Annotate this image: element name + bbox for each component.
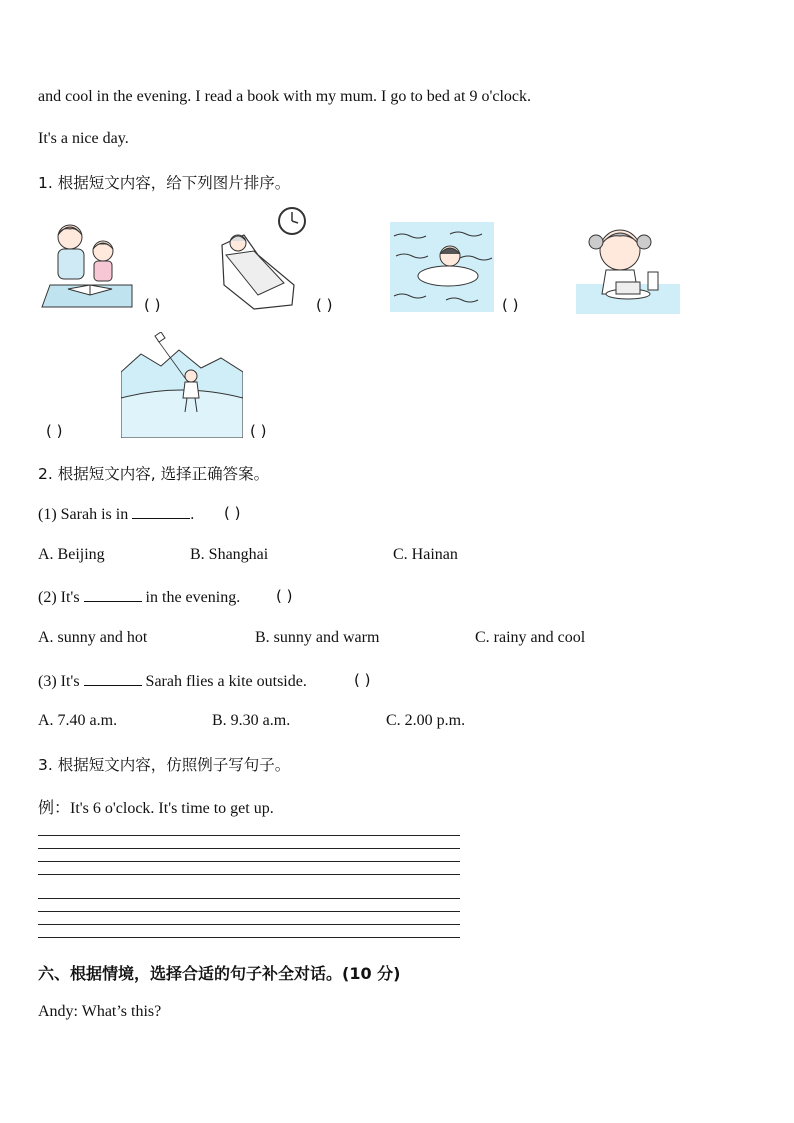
q2-item-3-stem-a: (3) It's: [38, 673, 84, 690]
q2-item-2-option-a[interactable]: A. sunny and hot: [38, 629, 148, 646]
passage-line-1: and cool in the evening. I read a book with my mum. I go to bed at 9 o'clock.: [38, 88, 531, 105]
q2-item-3-option-c[interactable]: C. 2.00 p.m.: [386, 712, 466, 729]
q1-paren-2[interactable]: ( ): [316, 296, 333, 314]
q2-item-2-option-b[interactable]: B. sunny and warm: [255, 629, 380, 646]
q2-item-3-option-b[interactable]: B. 9.30 a.m.: [212, 712, 291, 729]
answer-blank[interactable]: [132, 504, 190, 519]
writing-line[interactable]: [38, 911, 460, 912]
q2-item-1-option-a[interactable]: A. Beijing: [38, 546, 105, 563]
q2-item-2-stem: [38, 587, 240, 607]
q2-item-2-stem-a: (2) It's: [38, 589, 84, 606]
q2-item-3-option-a[interactable]: A. 7.40 a.m.: [38, 712, 118, 729]
q2-item-1-stem: [38, 504, 194, 524]
q2-item-1-option-c[interactable]: C. Hainan: [393, 546, 458, 563]
writing-line[interactable]: [38, 848, 460, 849]
girl-flying-kite-icon: [121, 332, 243, 438]
writing-line[interactable]: [38, 835, 460, 836]
dialog-line-1: Andy: What’s this?: [38, 1003, 162, 1020]
q2-item-3-stem-b: Sarah flies a kite outside.: [141, 673, 307, 690]
q2-title: 2. 根据短文内容, 选择正确答案。: [38, 465, 270, 483]
writing-line[interactable]: [38, 924, 460, 925]
q1-paren-5[interactable]: ( ): [250, 422, 267, 440]
q2-item-2-option-c[interactable]: C. rainy and cool: [475, 629, 586, 646]
q2-item-1-stem-b: .: [190, 506, 195, 523]
section-6-title: 六、根据情境，选择合适的句子补全对话。(10 分): [38, 964, 401, 983]
q2-item-1-stem-a: (1) Sarah is in: [38, 506, 133, 523]
writing-line[interactable]: [38, 861, 460, 862]
q1-paren-1[interactable]: ( ): [144, 296, 161, 314]
mother-reading-with-girl-icon: [40, 215, 136, 311]
q1-paren-3[interactable]: ( ): [502, 296, 519, 314]
q3-title: 3. 根据短文内容，仿照例子写句子。: [38, 756, 291, 774]
girl-eating-breakfast-icon: [576, 210, 680, 314]
q2-item-2-paren[interactable]: ( ): [276, 587, 293, 605]
q1-paren-4[interactable]: ( ): [46, 422, 63, 440]
q3-example: 例：It's 6 o'clock. It's time to get up.: [38, 800, 274, 817]
q2-item-1-paren[interactable]: ( ): [224, 504, 241, 522]
child-sleeping-in-bed-with-clock-icon: [214, 205, 310, 315]
q1-title: 1. 根据短文内容，给下列图片排序。: [38, 174, 291, 192]
q2-item-2-stem-b: in the evening.: [141, 589, 241, 606]
q2-item-3-paren[interactable]: ( ): [354, 671, 371, 689]
writing-line[interactable]: [38, 937, 460, 938]
passage-line-2: It's a nice day.: [38, 130, 129, 147]
boy-swimming-icon: [390, 222, 494, 312]
answer-blank[interactable]: [84, 671, 142, 686]
q2-item-3-stem: [38, 671, 307, 691]
answer-blank[interactable]: [84, 587, 142, 602]
q2-item-1-option-b[interactable]: B. Shanghai: [190, 546, 269, 563]
writing-line[interactable]: [38, 874, 460, 875]
writing-line[interactable]: [38, 898, 460, 899]
